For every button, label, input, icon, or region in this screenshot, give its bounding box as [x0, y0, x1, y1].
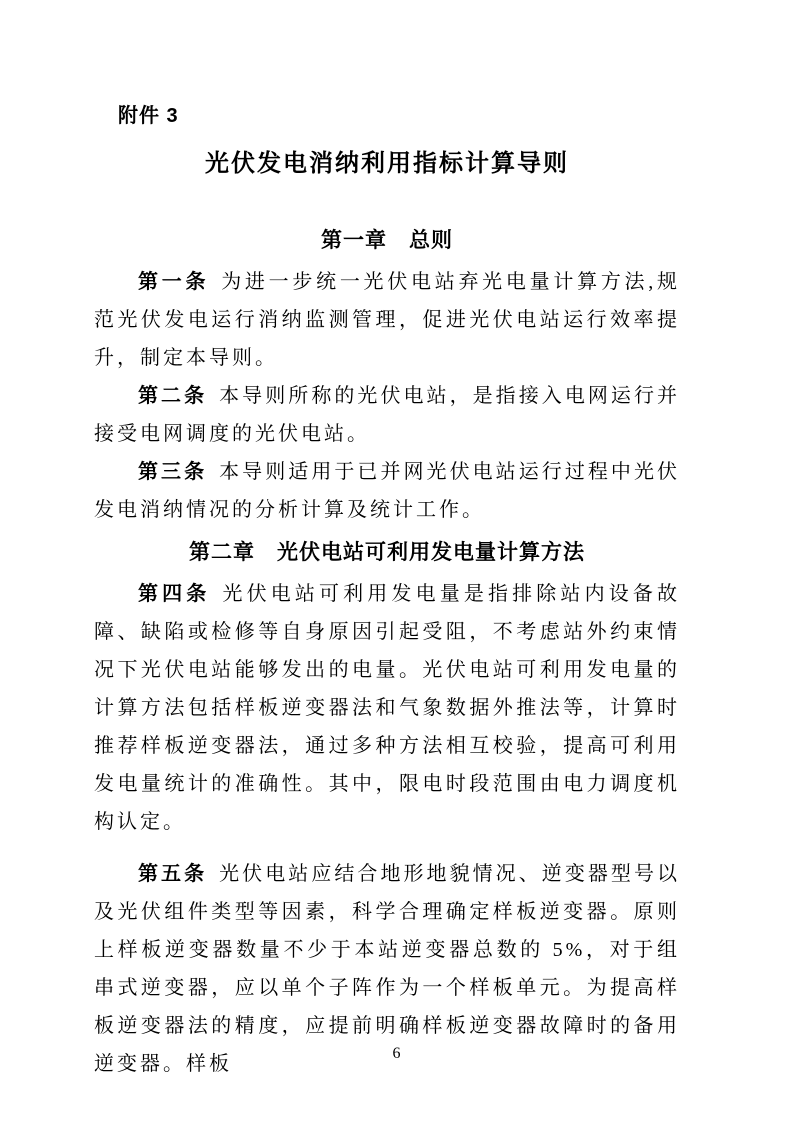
article-text: 本导则所称的光伏电站，是指接入电网运行并接受电网调度的光伏电站。	[94, 385, 681, 445]
article-label: 第五条	[138, 863, 208, 885]
article-text: 本导则适用于已并网光伏电站运行过程中光伏发电消纳情况的分析计算及统计工作。	[94, 461, 681, 521]
article-text: 光伏电站应结合地形地貌情况、逆变器型号以及光伏组件类型等因素，科学合理确定样板逆变器。原则上样板逆变器数量不少于本站逆变器总数的 5%，对于组串式逆变器，应以单个子阵作为一个样板单元。为提高样板逆变器法的精度，应提前明确样板逆变器故障时的备用逆变器。样板	[94, 863, 681, 1075]
chapter-section	[94, 225, 680, 529]
attachment-label: 附件 3	[118, 105, 179, 127]
article-label: 第一条	[138, 271, 210, 293]
article-text: 为进一步统一光伏电站弃光电量计算方法,规范光伏发电运行消纳监测管理，促进光伏电站运行效率提升，制定本导则。	[94, 271, 681, 369]
document-title: 光伏发电消纳利用指标计算导则	[205, 150, 569, 177]
chapter-heading: 第一章 总则	[321, 229, 453, 252]
article-text: 光伏电站可利用发电量是指排除站内设备故障、缺陷或检修等自身原因引起受阻，不考虑站外约束情况下光伏电站能够发出的电量。光伏电站可利用发电量的计算方法包括样板逆变器法和气象数据外推法等，计算时推荐样板逆变器法，通过多种方法相互校验，提高可利用发电量统计的准确性。其中，限电时段范围由电力调度机构认定。	[94, 583, 681, 833]
article-paragraph	[94, 575, 680, 841]
article-label: 第四条	[138, 583, 211, 605]
page-number: 6	[392, 1045, 401, 1062]
article-paragraph	[94, 453, 680, 529]
chapter-section	[94, 537, 680, 1083]
article-label: 第三条	[138, 461, 208, 483]
article-paragraph	[94, 263, 680, 377]
document-body	[94, 225, 680, 1083]
article-label: 第二条	[138, 385, 208, 407]
article-paragraph	[94, 377, 680, 453]
chapter-heading: 第二章 光伏电站可利用发电量计算方法	[189, 541, 585, 564]
